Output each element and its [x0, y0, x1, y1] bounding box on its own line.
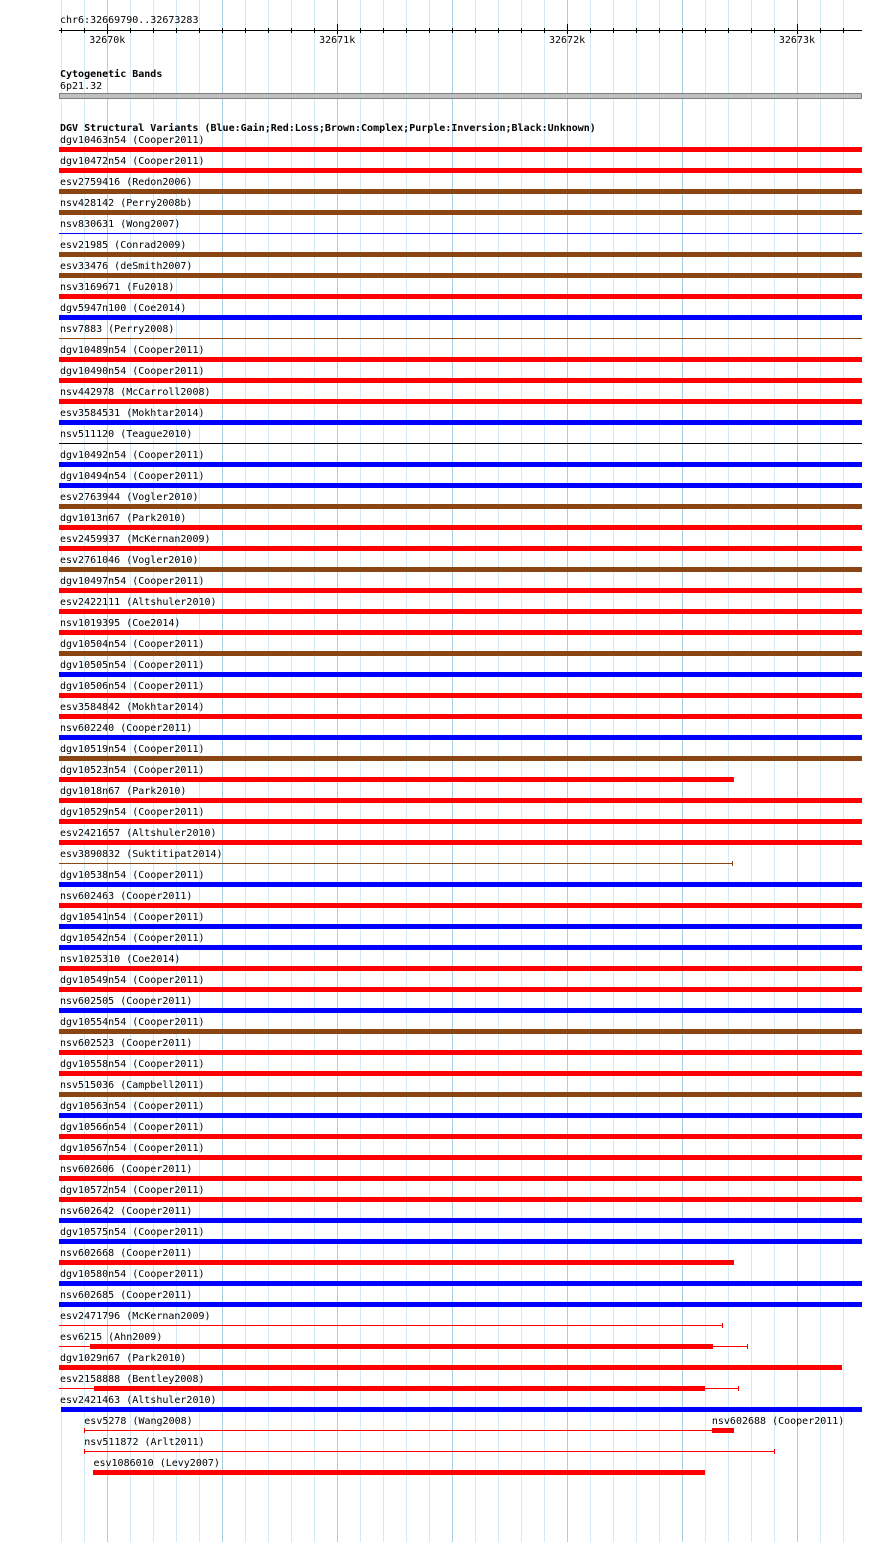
variant-label[interactable]: dgv10505n54 (Cooper2011) — [60, 660, 205, 671]
variant-label[interactable]: nsv511120 (Teague2010) — [60, 429, 193, 440]
variant-bar-end-cap — [722, 1323, 723, 1328]
variant-bar[interactable] — [59, 399, 862, 404]
variant-bar[interactable] — [59, 378, 862, 383]
variant-bar[interactable] — [59, 1281, 862, 1286]
variant-bar[interactable] — [59, 252, 862, 257]
variant-bar[interactable] — [59, 756, 862, 761]
ruler-location: chr6:32669790..32673283 — [60, 15, 199, 26]
cytoband-label: 6p21.32 — [60, 81, 103, 92]
variant-bar[interactable] — [59, 588, 862, 593]
variant-bar[interactable] — [59, 420, 862, 425]
ruler-tick-label: 32673k — [778, 35, 816, 46]
variant-label[interactable]: dgv10529n54 (Cooper2011) — [60, 807, 205, 818]
variant-bar[interactable] — [59, 273, 862, 278]
variant-label[interactable]: dgv10472n54 (Cooper2011) — [60, 156, 205, 167]
variant-label[interactable]: esv5278 (Wang2008) — [84, 1416, 193, 1427]
variant-bar[interactable] — [59, 546, 862, 551]
variant-label[interactable]: esv2158888 (Bentley2008) — [60, 1374, 205, 1385]
variant-label[interactable]: esv1086010 (Levy2007) — [93, 1458, 220, 1469]
variant-label[interactable]: dgv10519n54 (Cooper2011) — [60, 744, 205, 755]
variant-bar[interactable] — [59, 714, 862, 719]
variant-bar[interactable] — [59, 504, 862, 509]
variant-bar[interactable] — [59, 1029, 862, 1034]
variant-bar-start-cap — [84, 1428, 85, 1433]
variant-label[interactable]: esv2471796 (McKernan2009) — [60, 1311, 211, 1322]
variant-label[interactable]: esv21985 (Conrad2009) — [60, 240, 187, 251]
variant-label[interactable]: nsv3169671 (Fu2018) — [60, 282, 175, 293]
variant-label[interactable]: dgv10563n54 (Cooper2011) — [60, 1101, 205, 1112]
variant-label[interactable]: dgv10558n54 (Cooper2011) — [60, 1059, 205, 1070]
variant-bar[interactable] — [59, 1197, 862, 1202]
variant-label[interactable]: esv2421463 (Altshuler2010) — [60, 1395, 217, 1406]
variant-label[interactable]: nsv830631 (Wong2007) — [60, 219, 181, 230]
variant-label[interactable]: dgv10538n54 (Cooper2011) — [60, 870, 205, 881]
variant-bar[interactable] — [84, 1451, 775, 1452]
variant-label[interactable]: esv2421657 (Altshuler2010) — [60, 828, 217, 839]
variant-bar[interactable] — [59, 1325, 723, 1326]
variant-label[interactable]: nsv442978 (McCarroll2008) — [60, 387, 211, 398]
variant-bar[interactable] — [59, 233, 862, 234]
variant-label[interactable]: nsv602523 (Cooper2011) — [60, 1038, 193, 1049]
variant-bar[interactable] — [59, 1218, 862, 1223]
variant-label[interactable]: dgv10489n54 (Cooper2011) — [60, 345, 205, 356]
variant-label[interactable]: dgv10567n54 (Cooper2011) — [60, 1143, 205, 1154]
variant-label[interactable]: nsv428142 (Perry2008b) — [60, 198, 193, 209]
variant-label[interactable]: esv3584842 (Mokhtar2014) — [60, 702, 205, 713]
variant-bar[interactable] — [59, 966, 862, 971]
variant-bar[interactable] — [59, 1176, 862, 1181]
variant-bar-end-cap — [747, 1344, 748, 1349]
variant-bar[interactable] — [59, 1008, 862, 1013]
variant-label[interactable]: esv3890832 (Suktitipat2014) — [60, 849, 223, 860]
variant-label[interactable]: nsv602606 (Cooper2011) — [60, 1164, 193, 1175]
variant-bar[interactable] — [59, 147, 862, 152]
variant-bar[interactable] — [59, 483, 862, 488]
variant-label[interactable]: dgv10506n54 (Cooper2011) — [60, 681, 205, 692]
variant-bar[interactable] — [59, 1239, 862, 1244]
variant-bar[interactable] — [59, 651, 862, 656]
variant-label[interactable]: dgv10549n54 (Cooper2011) — [60, 975, 205, 986]
variant-bar[interactable] — [59, 693, 862, 698]
ruler-tick-label: 32671k — [319, 35, 356, 46]
variant-bar-start-cap — [84, 1449, 85, 1454]
variant-label[interactable]: dgv1013n67 (Park2010) — [60, 513, 187, 524]
variant-label[interactable]: nsv602685 (Cooper2011) — [60, 1290, 193, 1301]
variant-bar[interactable] — [712, 1428, 734, 1433]
variant-bar[interactable] — [59, 903, 862, 908]
variant-bar[interactable] — [59, 189, 862, 194]
variant-bar[interactable] — [59, 210, 862, 215]
variant-label[interactable]: dgv10566n54 (Cooper2011) — [60, 1122, 205, 1133]
variant-label[interactable]: dgv10523n54 (Cooper2011) — [60, 765, 205, 776]
variant-label[interactable]: esv33476 (deSmith2007) — [60, 261, 193, 272]
variant-label[interactable]: nsv602505 (Cooper2011) — [60, 996, 193, 1007]
variant-label[interactable]: dgv1018n67 (Park2010) — [60, 786, 187, 797]
variant-bar[interactable] — [90, 1344, 712, 1349]
variant-label[interactable]: dgv1029n67 (Park2010) — [60, 1353, 187, 1364]
variant-label[interactable]: dgv10490n54 (Cooper2011) — [60, 366, 205, 377]
variant-bar[interactable] — [59, 1071, 862, 1076]
variant-label[interactable]: dgv10463n54 (Cooper2011) — [60, 135, 205, 146]
ruler-tick-label: 32672k — [548, 35, 586, 46]
variant-label[interactable]: nsv1025310 (Coe2014) — [60, 954, 181, 965]
variant-bar[interactable] — [59, 672, 862, 677]
variant-bar[interactable] — [59, 462, 862, 467]
variant-bar[interactable] — [59, 1155, 862, 1160]
variant-bar[interactable] — [59, 168, 862, 173]
variant-label[interactable]: esv2422111 (Altshuler2010) — [60, 597, 217, 608]
cytoband-bar[interactable] — [59, 93, 862, 99]
variant-label[interactable]: esv2761046 (Vogler2010) — [60, 555, 199, 566]
variant-label[interactable]: nsv511872 (Arlt2011) — [84, 1437, 205, 1448]
variant-bar[interactable] — [59, 1113, 862, 1118]
variant-label[interactable]: esv6215 (Ahn2009) — [60, 1332, 163, 1343]
variant-bar[interactable] — [84, 1430, 714, 1431]
variant-bar[interactable] — [59, 630, 862, 635]
variant-label[interactable]: dgv10494n54 (Cooper2011) — [60, 471, 205, 482]
variant-label[interactable]: nsv602688 (Cooper2011) — [711, 1416, 845, 1427]
variant-bar[interactable] — [59, 609, 862, 614]
variant-bar[interactable] — [59, 798, 862, 803]
variant-label[interactable]: dgv10554n54 (Cooper2011) — [60, 1017, 205, 1028]
variant-bar[interactable] — [59, 294, 862, 299]
variant-label[interactable]: dgv10575n54 (Cooper2011) — [60, 1227, 205, 1238]
variant-bar[interactable] — [61, 1407, 862, 1412]
variant-label[interactable]: nsv602463 (Cooper2011) — [60, 891, 193, 902]
variant-bar[interactable] — [59, 735, 862, 740]
variant-bar[interactable] — [59, 567, 862, 572]
variant-label[interactable]: nsv515036 (Campbell2011) — [60, 1080, 205, 1091]
variant-label[interactable]: esv2763944 (Vogler2010) — [60, 492, 199, 503]
variant-bar[interactable] — [59, 1134, 862, 1139]
variant-label[interactable]: nsv7883 (Perry2008) — [60, 324, 175, 335]
variant-bar[interactable] — [59, 443, 862, 444]
variant-bar[interactable] — [59, 525, 862, 530]
variant-bar[interactable] — [59, 924, 862, 929]
variant-bar[interactable] — [59, 863, 733, 864]
variant-bar[interactable] — [59, 1260, 734, 1265]
variant-bar[interactable] — [59, 819, 862, 824]
ruler-scale[interactable] — [0, 24, 890, 48]
variant-label[interactable]: dgv10580n54 (Cooper2011) — [60, 1269, 205, 1280]
variant-label[interactable]: nsv602642 (Cooper2011) — [60, 1206, 193, 1217]
variant-label[interactable]: esv2759416 (Redon2006) — [60, 177, 193, 188]
variant-bar-end-cap — [732, 861, 733, 866]
variant-bar[interactable] — [93, 1470, 705, 1475]
cytoband-track-title: Cytogenetic Bands — [60, 69, 163, 80]
variant-bar[interactable] — [94, 1386, 704, 1391]
variant-label[interactable]: dgv10492n54 (Cooper2011) — [60, 450, 205, 461]
variant-label[interactable]: dgv10541n54 (Cooper2011) — [60, 912, 205, 923]
variant-bar[interactable] — [59, 1302, 862, 1307]
variant-bar[interactable] — [59, 338, 862, 339]
variant-bar[interactable] — [59, 777, 734, 782]
variant-label[interactable]: esv2459937 (McKernan2009) — [60, 534, 211, 545]
variant-bar[interactable] — [59, 315, 862, 320]
variant-bar-end-cap — [774, 1449, 775, 1454]
variant-label[interactable]: nsv602668 (Cooper2011) — [60, 1248, 193, 1259]
variant-label[interactable]: nsv1019395 (Coe2014) — [60, 618, 181, 629]
variant-label[interactable]: dgv10497n54 (Cooper2011) — [60, 576, 205, 587]
variant-bar[interactable] — [59, 882, 862, 887]
variant-bar[interactable] — [59, 945, 862, 950]
variant-label[interactable]: dgv5947n100 (Coe2014) — [60, 303, 187, 314]
variant-bar[interactable] — [59, 987, 862, 992]
variant-label[interactable]: esv3584531 (Mokhtar2014) — [60, 408, 205, 419]
variant-label[interactable]: nsv602240 (Cooper2011) — [60, 723, 193, 734]
dgv-track-title: DGV Structural Variants (Blue:Gain;Red:Loss;Brown:Complex;Purple:Inversion;Black:Unknown) — [60, 123, 596, 134]
variant-bar[interactable] — [59, 1092, 862, 1097]
variant-bar[interactable] — [59, 840, 862, 845]
variant-bar[interactable] — [59, 1050, 862, 1055]
variant-label[interactable]: dgv10504n54 (Cooper2011) — [60, 639, 205, 650]
variant-label[interactable]: dgv10572n54 (Cooper2011) — [60, 1185, 205, 1196]
variant-bar[interactable] — [59, 1365, 842, 1370]
variant-bar[interactable] — [59, 357, 862, 362]
variant-label[interactable]: dgv10542n54 (Cooper2011) — [60, 933, 205, 944]
ruler-tick-label: 32670k — [89, 35, 126, 46]
variant-bar-end-cap — [738, 1386, 739, 1391]
